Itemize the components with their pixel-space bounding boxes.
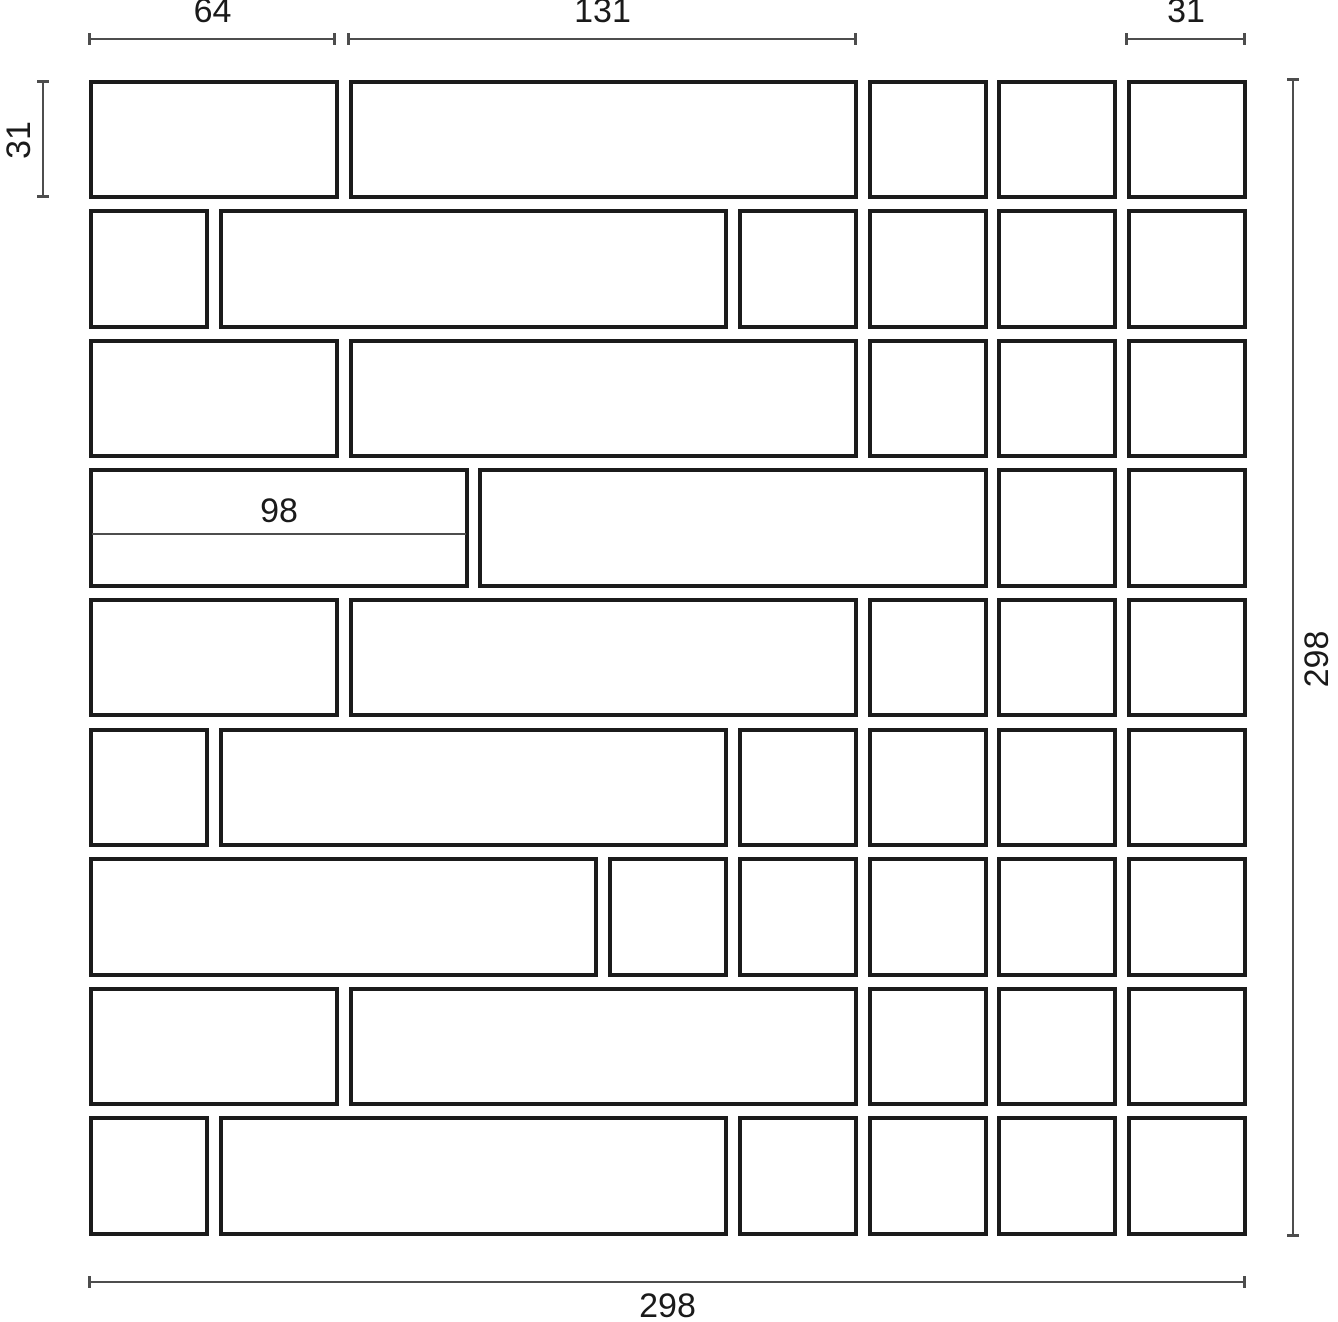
dimension-tick <box>37 80 49 83</box>
tile <box>219 209 728 329</box>
tile <box>997 728 1117 848</box>
dimension-line <box>1292 79 1294 1236</box>
tile <box>608 857 728 977</box>
dimension-label: 64 <box>193 0 232 30</box>
dimension-line <box>92 533 466 535</box>
tile <box>349 987 858 1107</box>
tile <box>868 209 988 329</box>
dimension-tick <box>854 33 857 45</box>
tile <box>89 728 209 848</box>
dimension-line <box>42 82 44 196</box>
dimension-tick <box>1243 33 1246 45</box>
tile <box>868 728 988 848</box>
tile <box>997 468 1117 588</box>
dimension-tick <box>1287 1234 1299 1237</box>
dimension-label: 98 <box>260 492 298 530</box>
tile <box>1127 728 1247 848</box>
tile <box>1127 80 1247 200</box>
tile <box>868 598 988 718</box>
tile <box>997 857 1117 977</box>
tile <box>868 339 988 459</box>
dimension-label: 31 <box>0 121 38 159</box>
tile <box>1127 857 1247 977</box>
dimension-line <box>349 38 856 40</box>
tile <box>997 1116 1117 1236</box>
tile <box>868 80 988 200</box>
dimension-label: 131 <box>574 0 631 30</box>
dimension-tick <box>1125 33 1128 45</box>
tile <box>738 1116 858 1236</box>
tile <box>738 728 858 848</box>
tile <box>738 209 858 329</box>
dimension-line <box>1127 38 1245 40</box>
dimension-label: 298 <box>639 1287 696 1322</box>
tile <box>349 339 858 459</box>
tile <box>89 598 339 718</box>
tile <box>1127 339 1247 459</box>
tile <box>1127 598 1247 718</box>
tile <box>89 80 339 200</box>
dimension-tick <box>333 33 336 45</box>
tile <box>219 728 728 848</box>
tile <box>478 468 987 588</box>
tile <box>89 339 339 459</box>
tile <box>219 1116 728 1236</box>
dimension-line <box>90 38 335 40</box>
dimension-tick <box>1287 78 1299 81</box>
tile <box>1127 987 1247 1107</box>
tile <box>89 1116 209 1236</box>
tile <box>997 209 1117 329</box>
tile <box>89 857 598 977</box>
tile <box>349 80 858 200</box>
tile <box>89 987 339 1107</box>
dimension-line <box>90 1281 1245 1283</box>
tile <box>1127 209 1247 329</box>
tile <box>1127 468 1247 588</box>
dimension-tick <box>88 1276 91 1288</box>
tile <box>997 339 1117 459</box>
tile <box>89 209 209 329</box>
dimension-tick <box>347 33 350 45</box>
tile <box>997 598 1117 718</box>
dimension-tick <box>88 33 91 45</box>
dimension-tick <box>1243 1276 1246 1288</box>
tile <box>738 857 858 977</box>
tile <box>349 598 858 718</box>
dimension-label: 31 <box>1167 0 1205 30</box>
tile <box>1127 1116 1247 1236</box>
tile <box>868 1116 988 1236</box>
tile <box>997 80 1117 200</box>
dimension-tick <box>37 195 49 198</box>
tile <box>868 857 988 977</box>
tile <box>997 987 1117 1107</box>
dimension-label: 298 <box>1298 630 1336 688</box>
tile <box>868 987 988 1107</box>
